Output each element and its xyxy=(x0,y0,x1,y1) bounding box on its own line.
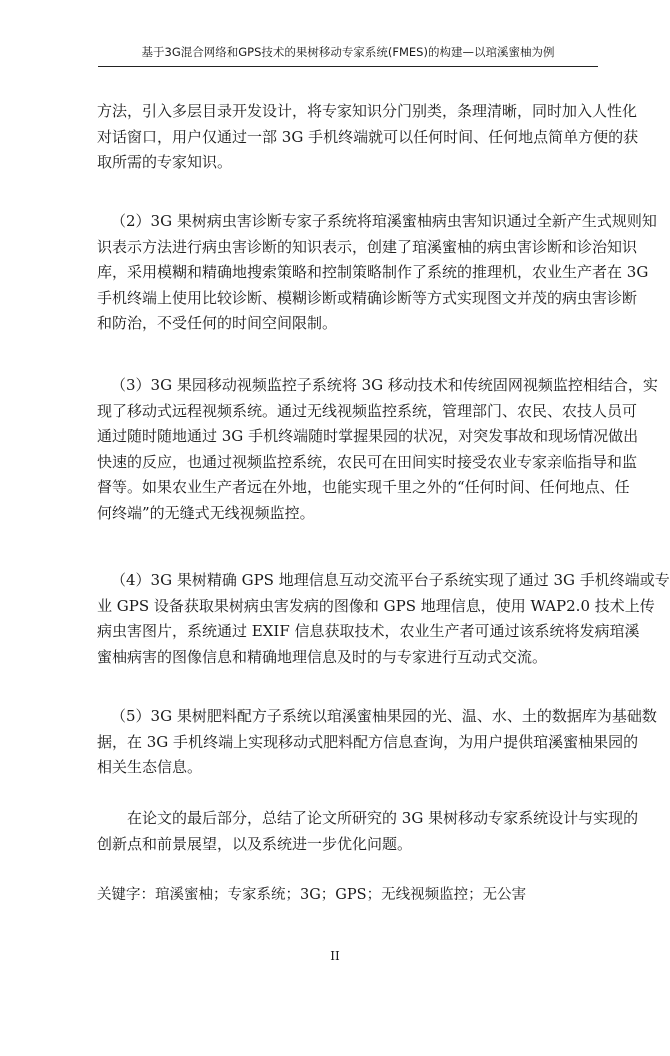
running-header: 基于3G混合网络和GPS技术的果树移动专家系统(FMES)的构建—以琯溪蜜柚为例 xyxy=(141,45,555,59)
paragraph-line: 相关生态信息。 xyxy=(97,758,203,776)
paragraph-line: 在论文的最后部分，总结了论文所研究的 3G 果树移动专家系统设计与实现的 xyxy=(127,809,639,827)
paragraph-line: 和防治，不受任何的时间空间限制。 xyxy=(97,314,338,332)
paragraph-line: （3）3G 果园移动视频监控子系统将 3G 移动技术和传统固网视频监控相结合，实 xyxy=(111,376,658,394)
paragraph-video-monitoring xyxy=(97,373,658,526)
paragraph-line: 通过随时随地通过 3G 手机终端随时掌握果园的状况，对突发事故和现场情况做出 xyxy=(97,427,639,445)
paragraph-line: 何终端”的无缝式无线视频监控。 xyxy=(97,503,315,522)
paragraph-line: 现了移动式远程视频系统。通过无线视频监控系统，管理部门、农民、农技人员可 xyxy=(97,401,638,420)
paragraph-fertilizer xyxy=(97,704,657,781)
paragraph-line: 督等。如果农业生产者远在外地，也能实现千里之外的“任何时间、任何地点、任 xyxy=(97,478,630,496)
paragraph-line: 病虫害图片，系统通过 EXIF 信息获取技术，农业生产者可通过该系统将发病琯溪 xyxy=(97,622,640,640)
paragraph-line: （5）3G 果树肥料配方子系统以琯溪蜜柚果园的光、温、水、土的数据库为基础数 xyxy=(111,707,657,725)
keywords xyxy=(97,883,595,907)
paragraph-line: 库，采用模糊和精确地搜索策略和控制策略制作了系统的推理机，农业生产者在 3G xyxy=(97,263,649,281)
paragraph-conclusion xyxy=(97,806,639,857)
paragraph-pest-diagnosis xyxy=(97,209,657,337)
paragraph-line: 蜜柚病害的图像信息和精确地理信息及时的与专家进行互动式交流。 xyxy=(97,647,548,666)
paragraph-line: 创新点和前景展望，以及系统进一步优化问题。 xyxy=(97,834,413,853)
paragraph-line: 方法，引入多层目录开发设计，将专家知识分门别类，条理清晰，同时加入人性化 xyxy=(97,102,638,120)
paragraph-line: 手机终端上使用比较诊断、模糊诊断或精确诊断等方式实现图文并茂的病虫害诊断 xyxy=(97,288,638,307)
keywords-label: 关键字： xyxy=(97,887,155,903)
paragraph-methods xyxy=(97,99,639,176)
paragraph-line: 业 GPS 设备获取果树病虫害发病的图像和 GPS 地理信息，使用 WAP2.0 技术上传 xyxy=(97,596,655,615)
paragraph-line: 取所需的专家知识。 xyxy=(97,153,233,171)
paragraph-line: 据，在 3G 手机终端上实现移动式肥料配方信息查询，为用户提供琯溪蜜柚果园的 xyxy=(97,732,639,751)
keywords-text: 琯溪蜜柚；专家系统；3G；GPS；无线视频监控；无公害 xyxy=(155,887,527,903)
paragraph-line: （2）3G 果树病虫害诊断专家子系统将琯溪蜜柚病虫害知识通过全新产生式规则知 xyxy=(111,212,657,230)
paragraph-line: 快速的反应，也通过视频监控系统，农民可在田间实时接受农业专家亲临指导和监 xyxy=(97,452,638,471)
page-number: II xyxy=(330,949,340,963)
paragraph-gps-platform xyxy=(97,568,670,670)
paragraph-line: （4）3G 果树精确 GPS 地理信息互动交流平台子系统实现了通过 3G 手机终端或专 xyxy=(111,571,670,589)
header-rule xyxy=(98,66,598,67)
paragraph-line: 识表示方法进行病虫害诊断的知识表示，创建了琯溪蜜柚的病虫害诊断和诊治知识 xyxy=(97,237,638,256)
paragraph-line: 对话窗口，用户仅通过一部 3G 手机终端就可以任何时间、任何地点简单方便的获 xyxy=(97,127,639,146)
